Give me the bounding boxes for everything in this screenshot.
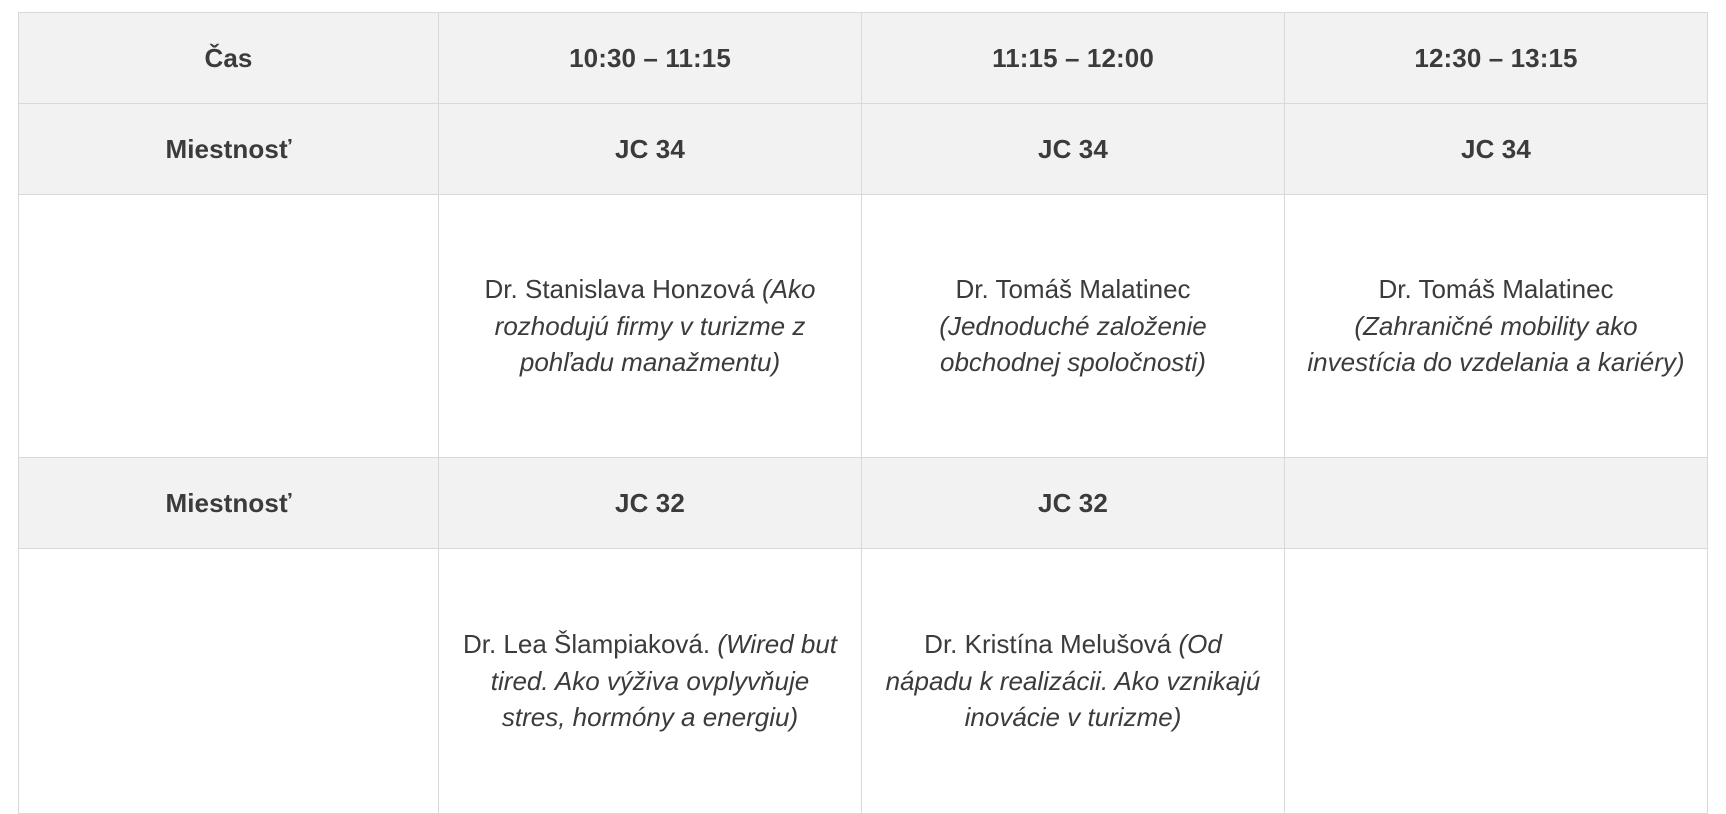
- table-row-room-2: [19, 458, 1708, 549]
- session-speaker: Dr. Kristína Melušová: [924, 628, 1179, 659]
- schedule-table: [18, 12, 1708, 814]
- session-title: (Zahraničné mobility ako investícia do vzdelania a kariéry): [1307, 310, 1685, 378]
- room-2-slot-1: JC 32: [439, 458, 862, 549]
- session-title: (Ako rozhodujú firmy v turizme z pohľadu manažmentu): [494, 273, 816, 378]
- sessions-1-label: [19, 195, 439, 458]
- room-1-slot-3: JC 34: [1285, 104, 1708, 195]
- time-slot-1: 10:30 – 11:15: [439, 13, 862, 104]
- session-cell-1-3: [1285, 195, 1708, 458]
- session-cell-1-2: [862, 195, 1285, 458]
- session-speaker: Dr. Lea Šlampiaková.: [462, 628, 718, 659]
- session-speaker: Dr. Tomáš Malatinec: [955, 273, 1191, 304]
- room-1-slot-2: JC 34: [862, 104, 1285, 195]
- table-row-room-1: [19, 104, 1708, 195]
- table-row-sessions-1: [19, 195, 1708, 458]
- session-title: (Jednoduché založenie obchodnej spoločnosti): [939, 310, 1207, 378]
- room-1-slot-1: JC 34: [439, 104, 862, 195]
- table-row-time: [19, 13, 1708, 104]
- session-cell-1-1: [439, 195, 862, 458]
- room-row-1-label: Miestnosť: [19, 104, 439, 195]
- time-slot-3: 12:30 – 13:15: [1285, 13, 1708, 104]
- time-slot-2: 11:15 – 12:00: [862, 13, 1285, 104]
- session-speaker: Dr. Stanislava Honzová: [484, 273, 762, 304]
- room-2-slot-2: JC 32: [862, 458, 1285, 549]
- session-title: (Wired but tired. Ako výživa ovplyvňuje stres, hormóny a energiu): [490, 628, 838, 733]
- time-row-label: Čas: [19, 13, 439, 104]
- room-row-2-label: Miestnosť: [19, 458, 439, 549]
- session-speaker: Dr. Tomáš Malatinec: [1378, 273, 1614, 304]
- room-2-slot-3: [1285, 458, 1708, 549]
- session-title: (Od nápadu k realizácii. Ako vznikajú inovácie v turizme): [885, 628, 1261, 733]
